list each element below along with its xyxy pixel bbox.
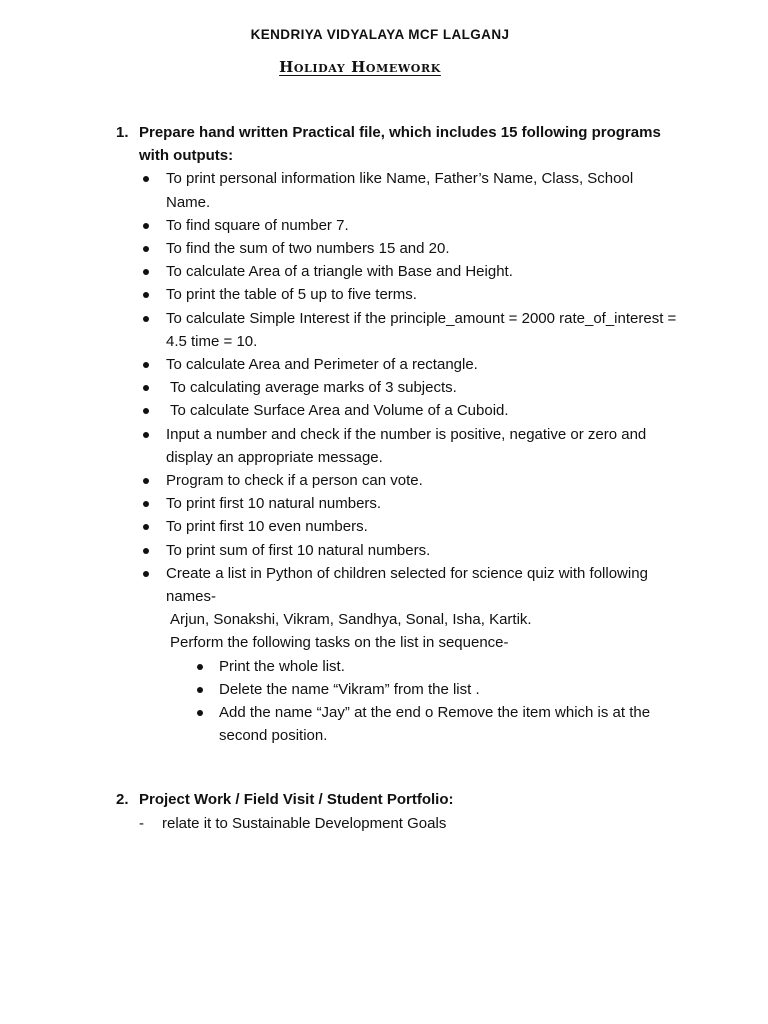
list-item: To find square of number 7. xyxy=(139,214,679,237)
program-list xyxy=(139,167,679,747)
note-text: relate it to Sustainable Development Goals xyxy=(162,814,447,832)
list-item: To calculate Surface Area and Volume of a Cuboid. xyxy=(139,399,679,422)
list-item: To calculate Area of a triangle with Base and Height. xyxy=(139,260,679,283)
task-list xyxy=(166,655,679,748)
dash-marker: - xyxy=(139,814,144,832)
perform-line: Perform the following tasks on the list in sequence- xyxy=(170,634,509,652)
list-item: Program to check if a person can vote. xyxy=(139,469,679,492)
task-item: Add the name “Jay” at the end o Remove the item which is at the second position. xyxy=(219,701,679,747)
list-item: To print the table of 5 up to five terms. xyxy=(139,283,679,306)
list-item-create-list xyxy=(139,562,679,748)
list-item: To calculate Area and Perimeter of a rectangle. xyxy=(139,353,679,376)
list-item: To calculating average marks of 3 subjects. xyxy=(139,376,679,399)
item-heading: Prepare hand written Practical file, which includes 15 following programs with outputs: xyxy=(139,124,661,165)
item-number: 1. xyxy=(116,124,129,141)
school-name: KENDRIYA VIDYALAYA MCF LALGANJ xyxy=(250,27,510,42)
list-item: Input a number and check if the number is positive, negative or zero and display an appropriate message. xyxy=(139,423,679,469)
item-heading: Project Work / Field Visit / Student Portfolio: xyxy=(139,791,454,809)
list-item: To find the sum of two numbers 15 and 20. xyxy=(139,237,679,260)
page-title: Holiday Homework xyxy=(279,58,441,76)
homework-item-1 xyxy=(0,121,679,747)
list-item-text: Create a list in Python of children selected for science quiz with following names- xyxy=(166,564,648,606)
list-item: To print personal information like Name, Father’s Name, Class, School Name. xyxy=(139,167,679,213)
list-item: To print first 10 even numbers. xyxy=(139,515,679,538)
task-item: Delete the name “Vikram” from the list . xyxy=(219,678,679,701)
list-item: To print first 10 natural numbers. xyxy=(139,492,679,515)
names-line: Arjun, Sonakshi, Vikram, Sandhya, Sonal, Isha, Kartik. xyxy=(170,611,532,629)
task-item: Print the whole list. xyxy=(219,655,679,678)
item-number: 2. xyxy=(116,791,129,809)
homework-item-2 xyxy=(0,788,679,834)
list-item: To calculate Simple Interest if the principle_amount = 2000 rate_of_interest = 4.5 time = 10. xyxy=(139,307,679,353)
list-item: To print sum of first 10 natural numbers. xyxy=(139,539,679,562)
note-line xyxy=(139,812,679,835)
homework-list xyxy=(0,121,768,835)
